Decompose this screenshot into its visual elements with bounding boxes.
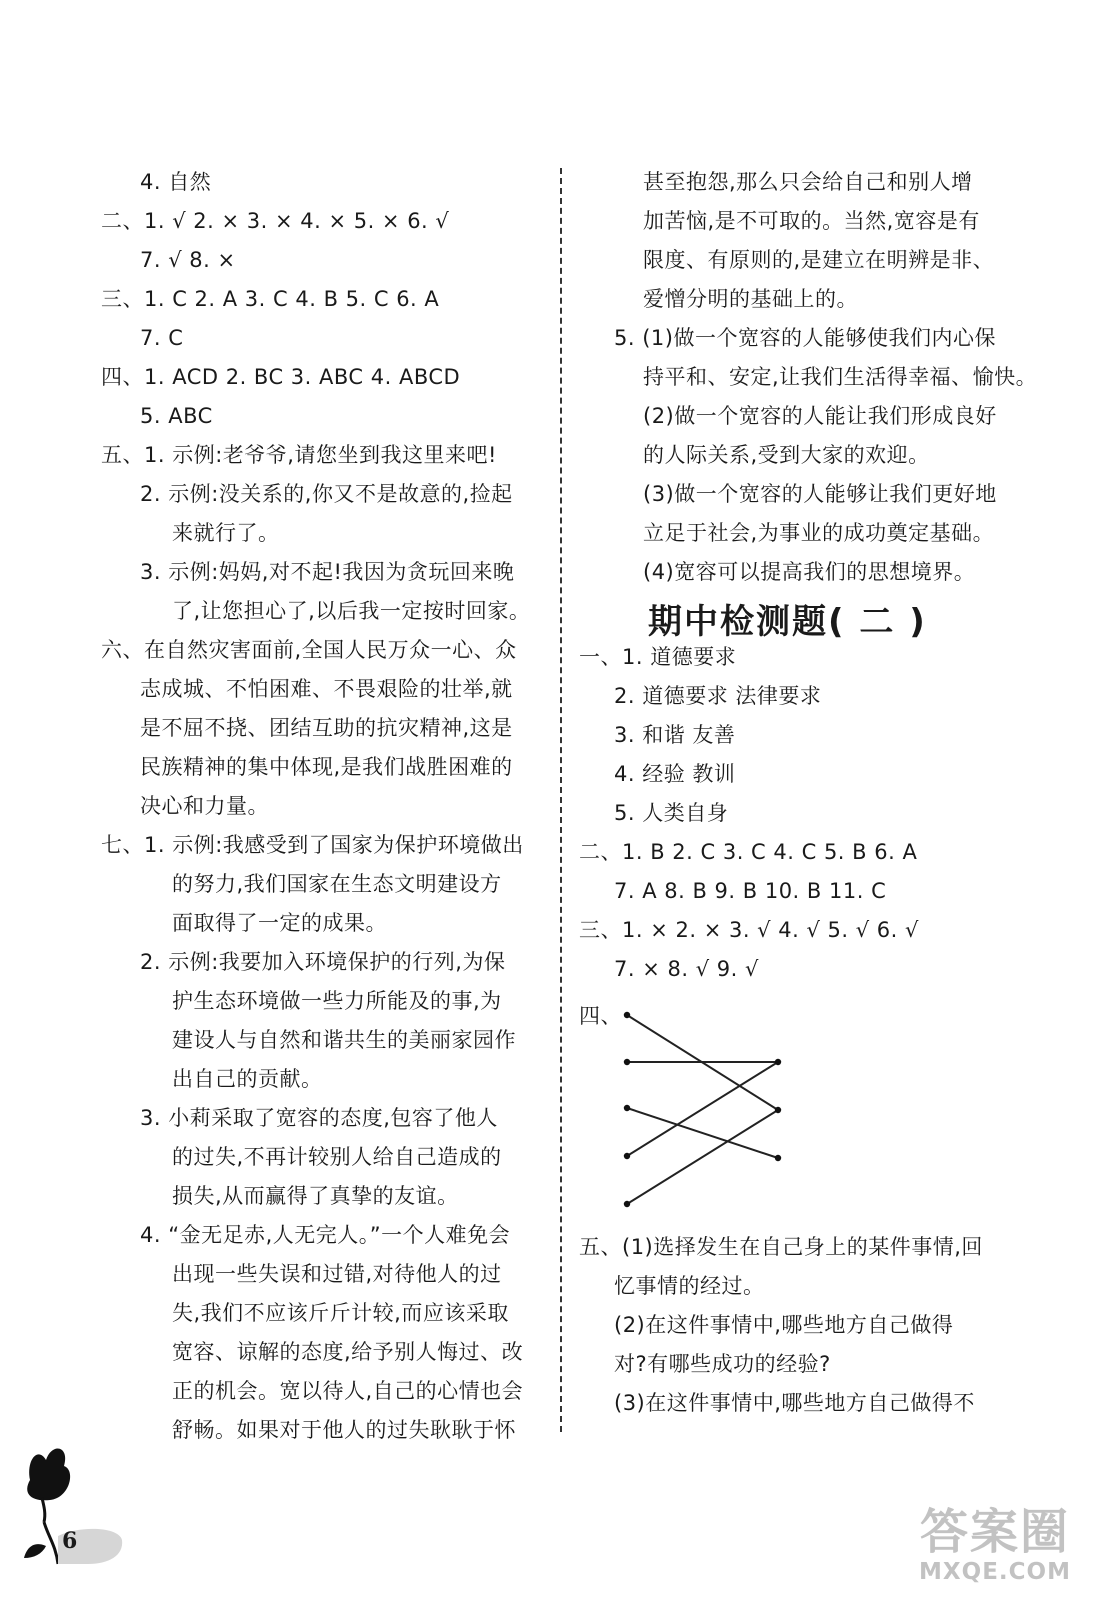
answer-line: 一、1. 道德要求	[579, 645, 737, 669]
answer-line: 五、1. 示例:老爷爷,请您坐到我这里来吧!	[101, 443, 497, 467]
answer-line: 护生态环境做一些力所能及的事,为	[172, 989, 502, 1013]
match-dot	[624, 1059, 630, 1065]
answer-line: 志成城、不怕困难、不畏艰险的壮举,就	[140, 677, 513, 701]
answer-line: 7. A 8. B 9. B 10. B 11. C	[614, 879, 887, 903]
section-title: 期中检测题( 二 )	[648, 602, 927, 642]
answer-line: 的努力,我们国家在生态文明建设方	[172, 872, 502, 896]
answer-line: 4. “金无足赤,人无完人。”一个人难免会	[140, 1223, 511, 1247]
answer-line: 甚至抱怨,那么只会给自己和别人增	[643, 170, 973, 194]
answer-line: 2. 道德要求 法律要求	[614, 684, 822, 708]
match-dot	[624, 1105, 630, 1111]
match-line	[627, 1108, 778, 1158]
match-dot	[624, 1153, 630, 1159]
answer-line: 7. √ 8. ×	[140, 248, 236, 272]
watermark-logo: 答案圈	[919, 1504, 1070, 1560]
answer-line: 正的机会。宽以待人,自己的心情也会	[172, 1379, 524, 1403]
match-line	[627, 1062, 778, 1156]
answer-line: 持平和、安定,让我们生活得幸福、愉快。	[643, 365, 1038, 389]
answer-line: 4. 自然	[140, 170, 212, 194]
matching-label: 四、	[579, 1004, 622, 1028]
answer-line: (2)做一个宽容的人能让我们形成良好	[643, 404, 997, 428]
answer-line: 损失,从而赢得了真挚的友谊。	[172, 1184, 459, 1208]
answer-line: 来就行了。	[172, 521, 280, 545]
answer-line: 2. 示例:没关系的,你又不是故意的,捡起	[140, 482, 513, 506]
answer-line: 7. × 8. √ 9. √	[614, 957, 759, 981]
match-dot	[775, 1059, 781, 1065]
answer-line: 限度、有原则的,是建立在明辨是非、	[643, 248, 995, 272]
answer-line: 的过失,不再计较别人给自己造成的	[172, 1145, 502, 1169]
page-number: 6	[62, 1528, 78, 1554]
answer-line: (2)在这件事情中,哪些地方自己做得	[614, 1313, 954, 1337]
match-dot	[624, 1201, 630, 1207]
answer-line: 的人际关系,受到大家的欢迎。	[643, 443, 930, 467]
answer-line: 3. 和谐 友善	[614, 723, 736, 747]
answer-line: 3. 小莉采取了宽容的态度,包容了他人	[140, 1106, 498, 1130]
answer-line: 3. 示例:妈妈,对不起!我因为贪玩回来晚	[140, 560, 515, 584]
answer-line: 四、1. ACD 2. BC 3. ABC 4. ABCD	[101, 365, 461, 389]
answer-line: (4)宽容可以提高我们的思想境界。	[643, 560, 976, 584]
answer-line: 7. C	[140, 326, 184, 350]
answer-line: 七、1. 示例:我感受到了国家为保护环境做出	[101, 833, 524, 857]
answer-line: 失,我们不应该斤斤计较,而应该采取	[172, 1301, 509, 1325]
answer-line: 5. ABC	[140, 404, 213, 428]
answer-line: 出自己的贡献。	[172, 1067, 323, 1091]
column-divider	[560, 168, 562, 1432]
answer-line: 建设人与自然和谐共生的美丽家园作	[172, 1028, 516, 1052]
answer-line: (3)在这件事情中,哪些地方自己做得不	[614, 1391, 975, 1415]
answer-line: 六、在自然灾害面前,全国人民万众一心、众	[101, 638, 517, 662]
answer-line: 舒畅。如果对于他人的过失耿耿于怀	[172, 1418, 516, 1442]
matching-diagram	[610, 1000, 800, 1220]
match-dot	[775, 1155, 781, 1161]
answer-line: 决心和力量。	[140, 794, 269, 818]
answer-line: 对?有哪些成功的经验?	[614, 1352, 831, 1376]
match-dot	[775, 1107, 781, 1113]
answer-line: (3)做一个宽容的人能够让我们更好地	[643, 482, 997, 506]
answer-line: 民族精神的集中体现,是我们战胜困难的	[140, 755, 513, 779]
answer-line: 加苦恼,是不可取的。当然,宽容是有	[643, 209, 980, 233]
answer-line: 二、1. B 2. C 3. C 4. C 5. B 6. A	[579, 840, 918, 864]
answer-line: 面取得了一定的成果。	[172, 911, 387, 935]
match-line	[627, 1110, 778, 1204]
answer-line: 三、1. C 2. A 3. C 4. B 5. C 6. A	[101, 287, 440, 311]
answer-line: 立足于社会,为事业的成功奠定基础。	[643, 521, 995, 545]
answer-line: 忆事情的经过。	[614, 1274, 765, 1298]
answer-line: 4. 经验 教训	[614, 762, 736, 786]
answer-line: 2. 示例:我要加入环境保护的行列,为保	[140, 950, 506, 974]
answer-line: 三、1. × 2. × 3. √ 4. √ 5. √ 6. √	[579, 918, 919, 942]
answer-line: 5. (1)做一个宽容的人能够使我们内心保	[614, 326, 996, 350]
answer-line: 5. 人类自身	[614, 801, 729, 825]
answer-line: 五、(1)选择发生在自己身上的某件事情,回	[579, 1235, 983, 1259]
answer-line: 爱憎分明的基础上的。	[643, 287, 858, 311]
answer-line: 出现一些失误和过错,对待他人的过	[172, 1262, 502, 1286]
watermark-url: MXQE.COM	[919, 1559, 1071, 1585]
watermark	[900, 1506, 1090, 1594]
answer-line: 宽容、谅解的态度,给予别人悔过、改	[172, 1340, 524, 1364]
answer-line: 了,让您担心了,以后我一定按时回家。	[172, 599, 531, 623]
match-dot	[624, 1012, 630, 1018]
answer-line: 二、1. √ 2. × 3. × 4. × 5. × 6. √	[101, 209, 450, 233]
answer-line: 是不屈不挠、团结互助的抗灾精神,这是	[140, 716, 513, 740]
